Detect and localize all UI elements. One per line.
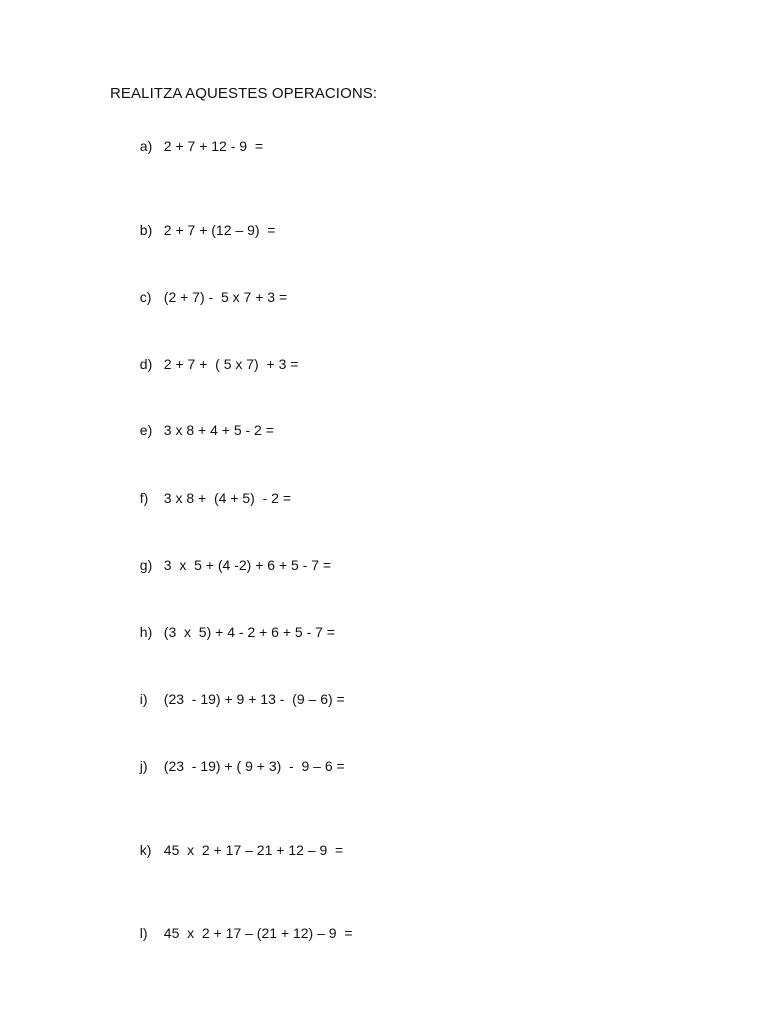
exercise-letter: c): [139, 289, 152, 305]
exercise-expression: (23 - 19) + ( 9 + 3) - 9 – 6 =: [163, 758, 345, 774]
exercise-letter: e): [139, 422, 153, 438]
exercise-letter: k): [139, 842, 152, 858]
exercise-letter: d): [139, 356, 153, 372]
exercise-letter: a): [139, 138, 153, 154]
exercise-h: [132, 605, 335, 641]
exercise-e: [132, 403, 274, 439]
exercise-expression: (3 x 5) + 4 - 2 + 6 + 5 - 7 =: [163, 624, 335, 640]
exercise-letter: g): [139, 557, 153, 573]
exercise-l: [132, 906, 353, 942]
exercise-d: [132, 337, 298, 373]
exercise-f: [132, 471, 291, 507]
exercise-a: [132, 119, 263, 155]
exercise-c: [132, 270, 287, 306]
exercise-expression: (2 + 7) - 5 x 7 + 3 =: [163, 289, 288, 305]
exercise-b: [132, 203, 275, 239]
exercise-expression: 2 + 7 + (12 – 9) =: [163, 222, 276, 238]
exercise-j: [132, 739, 345, 775]
exercise-letter: h): [139, 624, 153, 640]
exercise-i: [132, 672, 345, 708]
exercise-expression: 45 x 2 + 17 – (21 + 12) – 9 =: [163, 925, 353, 941]
exercise-expression: 2 + 7 + 12 - 9 =: [163, 138, 264, 154]
exercise-letter: j): [139, 758, 148, 774]
exercise-g: [132, 538, 331, 574]
exercise-letter: i): [139, 691, 148, 707]
exercise-k: [132, 823, 343, 859]
exercise-expression: 3 x 8 + 4 + 5 - 2 =: [163, 422, 274, 438]
exercise-letter: f): [139, 490, 149, 506]
exercise-expression: 3 x 5 + (4 -2) + 6 + 5 - 7 =: [163, 557, 332, 573]
page-title: REALITZA AQUESTES OPERACIONS:: [110, 85, 378, 102]
exercise-expression: 45 x 2 + 17 – 21 + 12 – 9 =: [163, 842, 344, 858]
exercise-expression: (23 - 19) + 9 + 13 - (9 – 6) =: [163, 691, 345, 707]
exercise-expression: 2 + 7 + ( 5 x 7) + 3 =: [163, 356, 299, 372]
exercise-expression: 3 x 8 + (4 + 5) - 2 =: [163, 490, 292, 506]
exercise-letter: b): [139, 222, 153, 238]
exercise-letter: l): [139, 925, 148, 941]
